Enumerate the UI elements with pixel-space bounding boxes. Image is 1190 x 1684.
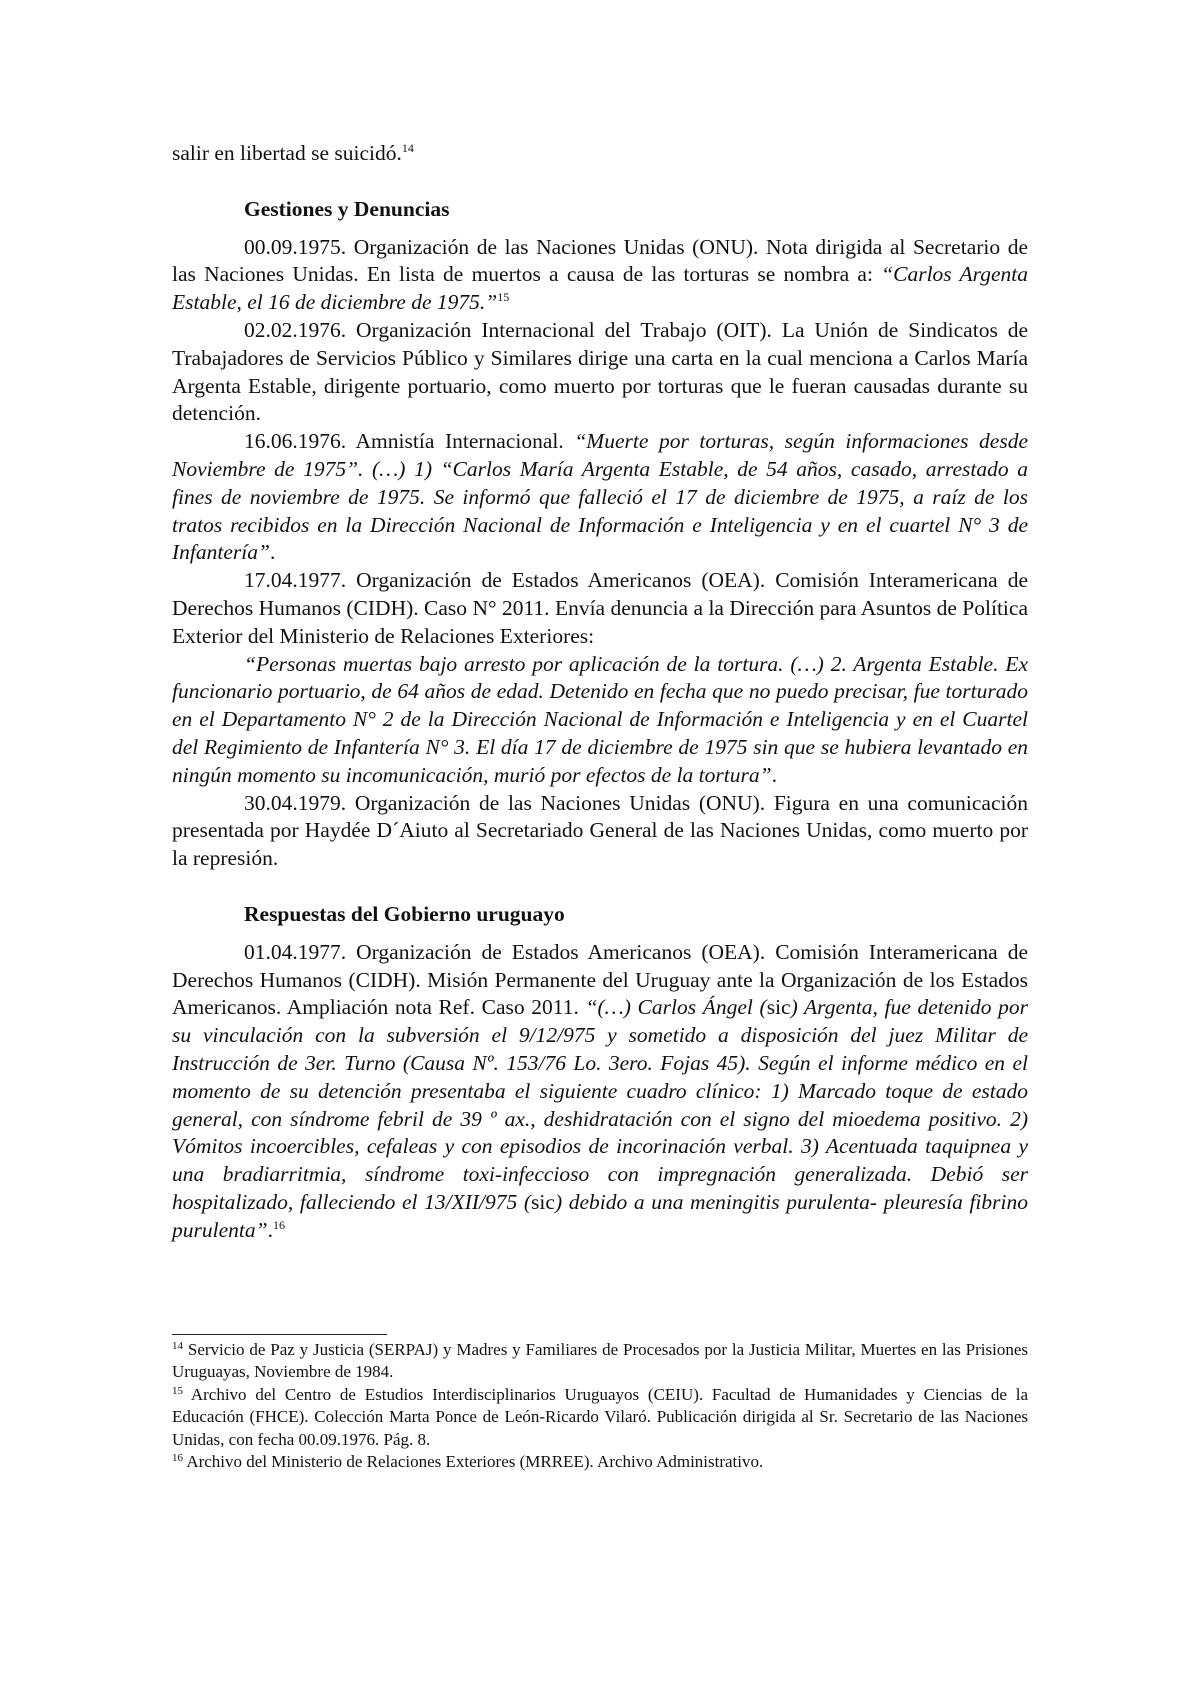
footnote-ref-14[interactable]: 14 [401,141,414,155]
paragraph-amnistia-1976: 16.06.1976. Amnistía Internacional. “Muerte por torturas, según informaciones desde Noviembre de 1975”. (…) 1) “Carlos María Argenta Estable, de 54 años, casado, arrestado a fines de noviembre de 1975. Se informó que falleció el 17 de diciembre de 1975, a raíz de los tratos recibidos en la Dirección Nacional de Información e Inteligencia y en el cuartel N° 3 de Infantería”. [172,429,1028,565]
paragraph-oea-1977: 17.04.1977. Organización de Estados Americanos (OEA). Comisión Interamericana de Derechos Humanos (CIDH). Caso N° 2011. Envía denuncia a la Dirección para Asuntos de Política Exterior del Ministerio de Relaciones Exteriores: [172,568,1028,648]
paragraph-onu-1979: 30.04.1979. Organización de las Naciones Unidas (ONU). Figura en una comunicación presentada por Haydée D´Aiuto al Secretariado General de las Naciones Unidas, como muerto por la represión. [172,790,1028,871]
footnotes [172,1334,1028,1473]
heading-respuestas: Respuestas del Gobierno uruguayo [244,901,565,926]
footnote-separator [172,1334,387,1335]
paragraph-onu-1975: 00.09.1975. Organización de las Naciones Unidas (ONU). Nota dirigida al Secretario de las Naciones Unidas. En lista de muertos a causa de las torturas se nombra a: “Carlos Argenta Estable, el 16 de diciembre de 1975.”$^{15}$ [172,234,1028,315]
paragraph-oea-respuesta-1977: 01.04.1977. Organización de Estados Americanos (OEA). Comisión Interamericana de Derechos Humanos (CIDH). Misión Permanente del Uruguay ante la Organización de los Estados Americanos. Ampliación nota Ref. Caso 2011. “(…) Carlos Ángel (sic) Argenta, fue detenido por su vinculación con la subversión el 9/12/975 y sometido a disposición del juez Militar de Instrucción de 3er. Turno (Causa Nº. 153/76 Lo. 3ero. Fojas 45). Según el informe médico en el momento de su detención presentaba el siguiente cuadro clínico: 1) Marcado toque de estado general, con síndrome febril de 39 º ax., deshidratación con el signo del mioedema positivo. 2) Vómitos incoercibles, cefaleas y con episodios de incorinación verbal. 3) Acentuada taquipnea y una bradiarritmia, síndrome toxi-infeccioso con impregnación generalizada. Debió ser hospitalizado, falleciendo el 13/XII/975 (sic) debido a una meningitis purulenta- pleuresía fibrino purulenta”.$^{16}$ [172,939,1028,1242]
footnote-ref-16[interactable]: 16 [272,1217,285,1232]
footnote-16: $^{16}$ Archivo del Ministerio de Relaciones Exteriores (MRREE). Archivo Administrativo. [172,1452,764,1472]
paragraph-oit-1976: 02.02.1976. Organización Internacional del Trabajo (OIT). La Unión de Sindicatos de Trabajadores de Servicios Público y Similares dirige una carta en la cual menciona a Carlos María Argenta Estable, dirigente portuario, como muerto por torturas que le fueran causadas durante su detención. [172,317,1028,426]
intro-paragraph: salir en libertad se suicidó.$^{14}$ [172,141,414,165]
footnote-ref-15[interactable]: 15 [497,290,510,305]
quote-personas-muertas: “Personas muertas bajo arresto por aplicación de la tortura. (…) 2. Argenta Estable. Ex funcionario portuario, de 64 años de edad. Detenido en fecha que no puedo precisar, fue torturado en el Departamento N° 2 de la Dirección Nacional de Información e Inteligencia y en el Cuartel del Regimiento de Infantería N° 3. El día 17 de diciembre de 1975 sin que se hubiera levantado en ningún momento su incomunicación, murió por efectos de la tortura”. [172,651,1028,787]
footnote-15: $^{15}$ Archivo del Centro de Estudios Interdisciplinarios Uruguayos (CEIU). Facultad de Humanidades y Ciencias de la Educación (FHCE). Colección Marta Ponce de León-Ricardo Vilaró. Publicación dirigida al Sr. Secretario de las Naciones Unidas, con fecha 00.09.1976. Pág. 8. [172,1384,1028,1449]
heading-gestiones: Gestiones y Denuncias [244,196,450,221]
footnote-14: $^{14}$ Servicio de Paz y Justicia (SERPAJ) y Madres y Familiares de Procesados por la Justicia Militar, Muertes en las Prisiones Uruguayas, Noviembre de 1984. [172,1340,1028,1382]
main-text [172,140,1028,1244]
